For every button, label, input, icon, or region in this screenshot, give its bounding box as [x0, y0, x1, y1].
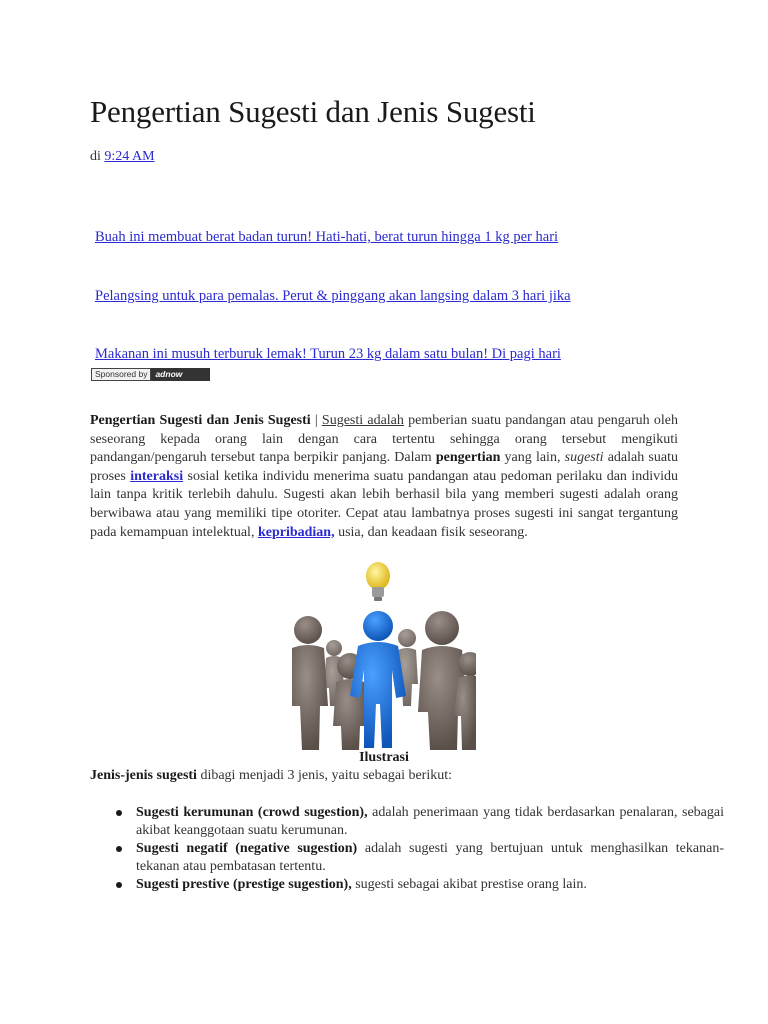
- crowd-leader-illustration: [292, 556, 476, 750]
- sponsored-label: Sponsored by: [91, 368, 151, 381]
- lightbulb-icon: [366, 562, 390, 601]
- interaksi-link[interactable]: interaksi: [130, 468, 184, 484]
- types-list: [90, 804, 724, 895]
- intro-paragraph: [90, 412, 678, 542]
- adnow-logo: adnow: [151, 368, 210, 381]
- illustration-image: [292, 556, 476, 750]
- list-item-bold: Sugesti negatif (negative sugestion): [136, 841, 358, 856]
- ad-link-1[interactable]: Buah ini membuat berat badan turun! Hati-hati, berat turun hingga 1 kg per hari: [95, 229, 559, 245]
- list-item-text: sugesti sebagai akibat prestise orang lain.: [351, 877, 587, 892]
- list-item-bold: Sugesti prestive (prestige sugestion),: [136, 877, 352, 892]
- list-item-bold: Sugesti kerumunan (crowd sugestion),: [136, 805, 368, 820]
- intro-text-3: adalah suatu proses: [90, 450, 678, 484]
- page-title: Pengertian Sugesti dan Jenis Sugesti: [90, 94, 536, 129]
- types-intro: [90, 768, 452, 784]
- intro-lead: Pengertian Sugesti dan Jenis Sugesti: [90, 413, 311, 428]
- list-item: [136, 840, 724, 875]
- figure-caption: Ilustrasi: [359, 750, 409, 765]
- types-intro-bold: Jenis-jenis sugesti: [90, 768, 197, 783]
- intro-text-4: sosial ketika individu menerima suatu pandangan atau pedoman perilaku dan individu lain tanpa kritik terlebih dahulu. Sugesti akan lebih berhasil bila yang memberi sugesti adalah orang berwibawa atau yang memiliki tipe otoriter. Cepat atau lambatnya proses sugesti ini sangat tergantung pada kemampuan intelektual,: [90, 468, 678, 540]
- kepribadian-link[interactable]: kepribadian,: [257, 524, 335, 540]
- intro-italic-sugesti: sugesti: [564, 450, 604, 466]
- ad-link-3[interactable]: Makanan ini musuh terburuk lemak! Turun 23 kg dalam satu bulan! Di pagi hari: [95, 346, 561, 362]
- sponsored-by-badge[interactable]: [91, 368, 210, 381]
- intro-text-1: pemberian suatu pandangan atau pengaruh oleh seseorang kepada orang lain dengan cara tertentu sehingga orang tersebut mengikuti pandangan/pengaruh tersebut tanpa berpikir panjang. Dalam: [90, 413, 678, 466]
- types-intro-text: dibagi menjadi 3 jenis, yaitu sebagai berikut:: [196, 768, 453, 783]
- intro-separator: |: [310, 413, 322, 428]
- list-item: [136, 804, 724, 839]
- list-item: [136, 876, 724, 894]
- intro-underlined: Sugesti adalah: [321, 413, 404, 428]
- post-time-link[interactable]: 9:24 AM: [104, 149, 155, 164]
- intro-text-2: yang lain,: [500, 450, 565, 466]
- intro-bold-pengertian: pengertian: [435, 450, 501, 466]
- list-item-text: adalah penerimaan yang tidak berdasarkan penalaran, sebagai akibat keanggotaan suatu kerumunan.: [136, 805, 724, 838]
- byline-prefix: di: [90, 149, 101, 164]
- ad-link-2[interactable]: Pelangsing untuk para pemalas. Perut & pinggang akan langsing dalam 3 hari jika: [95, 288, 571, 304]
- byline: [90, 149, 155, 165]
- list-item-text: adalah sugesti yang bertujuan untuk menghasilkan tekanan-tekanan atau pembatasan tertentu.: [136, 841, 724, 874]
- intro-text-5: usia, dan keadaan fisik seseorang.: [334, 524, 528, 540]
